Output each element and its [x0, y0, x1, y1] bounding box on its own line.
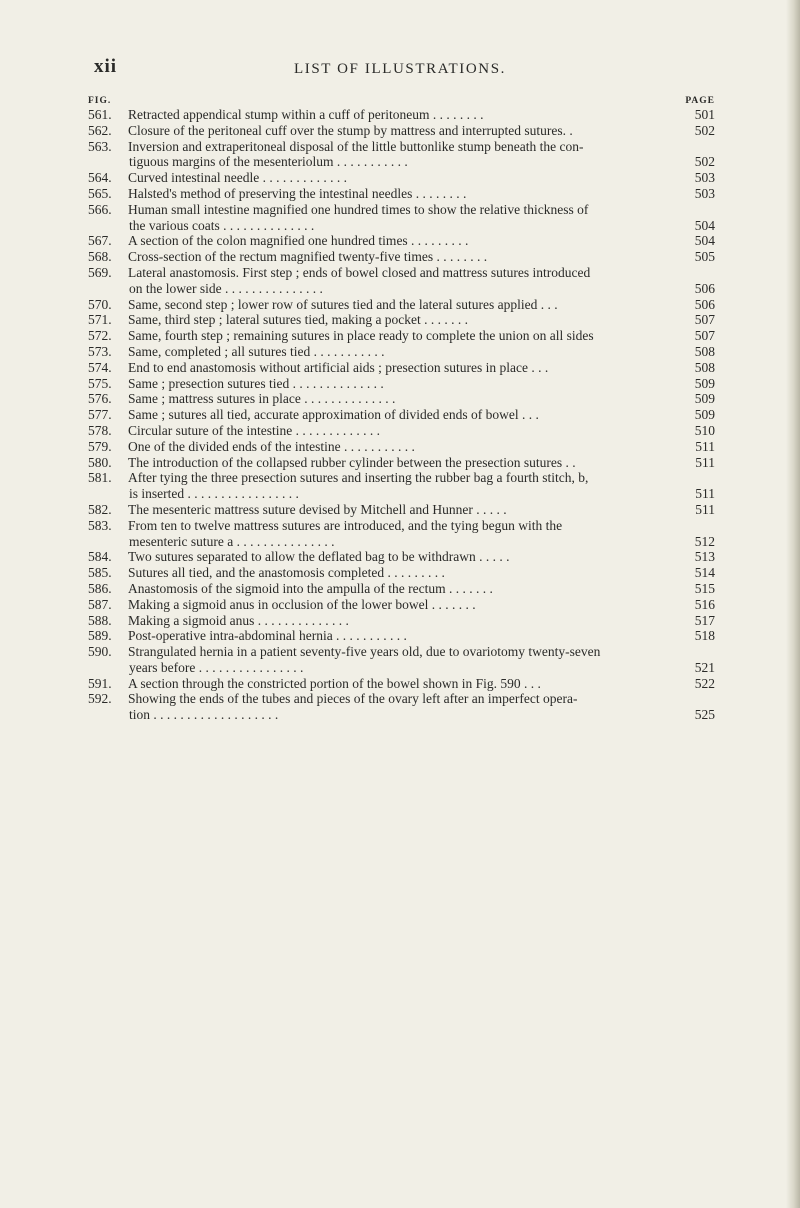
caption-line: Circular suture of the intestine . . . . . . . . . . . . .	[128, 422, 380, 438]
figure-number: 584.	[88, 549, 112, 565]
figure-number: 570.	[88, 296, 112, 312]
entry-body	[128, 423, 715, 439]
caption-line: Halsted's method of preserving the intestinal needles . . . . . . . .	[128, 185, 467, 201]
caption-line: years before . . . . . . . . . . . . . . . .	[129, 659, 304, 675]
figure-number: 574.	[88, 359, 112, 375]
list-entry	[88, 107, 715, 123]
caption-line: Two sutures separated to allow the deflated bag to be withdrawn . . . . .	[128, 549, 510, 565]
page-number: 509	[687, 376, 715, 392]
entry-body	[128, 518, 715, 550]
caption-line: Sutures all tied, and the anastomosis completed . . . . . . . . .	[128, 565, 445, 581]
entry-body	[128, 470, 715, 502]
page-edge-shadow	[786, 0, 800, 1208]
caption-line: One of the divided ends of the intestine . . . . . . . . . . .	[128, 438, 415, 454]
page-number: 506	[687, 297, 715, 313]
list-entry	[88, 139, 715, 171]
list-entry	[88, 376, 715, 392]
caption-line: After tying the three presection sutures and inserting the rubber bag a fourth stitch, b,	[128, 470, 589, 486]
page-number: 516	[687, 597, 715, 613]
entry-body	[128, 186, 715, 202]
entry-body	[128, 644, 715, 676]
caption-line: Same ; sutures all tied, accurate approximation of divided ends of bowel . . .	[128, 407, 539, 423]
caption-line: Closure of the peritoneal cuff over the stump by mattress and interrupted sutures. .	[128, 122, 573, 138]
caption-line: From ten to twelve mattress sutures are introduced, and the tying begun with the	[128, 517, 563, 533]
list-entry	[88, 518, 715, 550]
list-entry	[88, 249, 715, 265]
page-number: 511	[687, 439, 715, 455]
page-number: 515	[687, 581, 715, 597]
list-entry	[88, 233, 715, 249]
figure-number: 588.	[88, 612, 112, 628]
list-entry	[88, 297, 715, 313]
list-entry	[88, 628, 715, 644]
page-number: 502	[687, 123, 715, 139]
page-number: 501	[687, 107, 715, 123]
caption-line: Post-operative intra-abdominal hernia . . . . . . . . . . .	[128, 628, 407, 644]
entry-body	[128, 249, 715, 265]
figure-number: 578.	[88, 422, 112, 438]
page-number: 522	[687, 676, 715, 692]
caption-line: Same ; mattress sutures in place . . . . . . . . . . . . . .	[128, 391, 396, 407]
caption-line: Same, completed ; all sutures tied . . . . . . . . . . .	[128, 343, 385, 359]
list-entry	[88, 202, 715, 234]
figure-number: 583.	[88, 517, 112, 533]
page-number: 504	[687, 218, 715, 234]
caption-line: A section of the colon magnified one hundred times . . . . . . . . .	[128, 233, 469, 249]
entry-body	[128, 691, 715, 723]
list-entry	[88, 123, 715, 139]
list-entry	[88, 502, 715, 518]
figure-number: 571.	[88, 312, 112, 328]
list-entry	[88, 312, 715, 328]
caption-line: Making a sigmoid anus in occlusion of the lower bowel . . . . . . .	[128, 596, 476, 612]
caption-line: Showing the ends of the tubes and pieces of the ovary left after an imperfect opera-	[128, 691, 578, 707]
list-entry	[88, 265, 715, 297]
figure-number: 563.	[88, 138, 112, 154]
list-entry	[88, 360, 715, 376]
caption-line: Same ; presection sutures tied . . . . . . . . . . . . . .	[128, 375, 384, 391]
caption-line: tiguous margins of the mesenteriolum . . . . . . . . . . .	[129, 154, 408, 170]
entry-body	[128, 613, 715, 629]
caption-line: End to end anastomosis without artificial aids ; presection sutures in place . . .	[128, 359, 549, 375]
entry-body	[128, 597, 715, 613]
list-entry	[88, 470, 715, 502]
page-number: 521	[687, 660, 715, 676]
list-entry	[88, 676, 715, 692]
page-folio: xii	[94, 56, 118, 77]
figure-number: 561.	[88, 107, 112, 122]
page-number: 503	[687, 186, 715, 202]
list-entry	[88, 644, 715, 676]
entry-body	[128, 202, 715, 234]
list-entry	[88, 186, 715, 202]
entry-body	[128, 565, 715, 581]
figure-number: 577.	[88, 407, 112, 423]
figure-number: 579.	[88, 438, 112, 454]
caption-line: on the lower side . . . . . . . . . . . . . . .	[129, 280, 323, 296]
figure-number: 564.	[88, 170, 112, 186]
figure-number: 582.	[88, 501, 112, 517]
page-number: 518	[687, 628, 715, 644]
figure-number: 586.	[88, 580, 112, 596]
page-number: 512	[687, 534, 715, 550]
entry-body	[128, 328, 715, 344]
figure-number: 575.	[88, 375, 112, 391]
entry-body	[128, 107, 715, 123]
caption-line: Cross-section of the rectum magnified twenty-five times . . . . . . . .	[128, 249, 488, 265]
page-number: 514	[687, 565, 715, 581]
running-title: LIST OF ILLUSTRATIONS.	[293, 61, 506, 77]
entry-body	[128, 676, 715, 692]
figure-number: 567.	[88, 233, 112, 249]
caption-line: The mesenteric mattress suture devised by Mitchell and Hunner . . . . .	[128, 501, 507, 517]
caption-line: the various coats . . . . . . . . . . . . . .	[129, 217, 315, 233]
illustration-list	[88, 107, 715, 723]
list-entry	[88, 691, 715, 723]
entry-body	[128, 549, 715, 565]
figure-number: 562.	[88, 122, 112, 138]
page-number: 511	[687, 486, 715, 502]
figure-number: 587.	[88, 596, 112, 612]
figure-number: 592.	[88, 691, 112, 707]
entry-body	[128, 407, 715, 423]
caption-line: is inserted . . . . . . . . . . . . . . . . .	[129, 486, 299, 502]
entry-body	[128, 502, 715, 518]
entry-body	[128, 581, 715, 597]
caption-line: tion . . . . . . . . . . . . . . . . . . .	[129, 707, 279, 723]
figure-number: 573.	[88, 343, 112, 359]
entry-body	[128, 628, 715, 644]
caption-line: Human small intestine magnified one hundred times to show the relative thickness of	[128, 201, 589, 217]
figure-number: 576.	[88, 391, 112, 407]
page-number: 507	[687, 328, 715, 344]
figure-number: 565.	[88, 185, 112, 201]
page-number: 506	[687, 281, 715, 297]
page-number: 517	[687, 613, 715, 629]
page-number: 511	[687, 455, 715, 471]
list-entry	[88, 328, 715, 344]
list-entry	[88, 549, 715, 565]
page-number: 505	[687, 249, 715, 265]
caption-line: Curved intestinal needle . . . . . . . . . . . . .	[128, 170, 347, 186]
list-entry	[88, 423, 715, 439]
entry-body	[128, 170, 715, 186]
entry-body	[128, 439, 715, 455]
entry-body	[128, 312, 715, 328]
figure-number: 591.	[88, 675, 112, 691]
caption-line: mesenteric suture a . . . . . . . . . . . . . . .	[129, 533, 335, 549]
page-number: 513	[687, 549, 715, 565]
page-number: 504	[687, 233, 715, 249]
page-number: 508	[687, 360, 715, 376]
entry-body	[128, 265, 715, 297]
figure-number: 581.	[88, 470, 112, 486]
list-entry	[88, 170, 715, 186]
entry-body	[128, 376, 715, 392]
caption-line: Retracted appendical stump within a cuff of peritoneum . . . . . . . .	[128, 107, 484, 122]
page-number: 502	[687, 154, 715, 170]
column-header-fig: FIG.	[88, 96, 112, 106]
list-entry	[88, 455, 715, 471]
caption-line: A section through the constricted portion of the bowel shown in Fig. 590 . . .	[128, 675, 541, 691]
caption-line: Same, fourth step ; remaining sutures in place ready to complete the union on all sides	[128, 328, 594, 344]
page-number: 507	[687, 312, 715, 328]
figure-number: 569.	[88, 264, 112, 280]
entry-body	[128, 297, 715, 313]
column-header-page: PAGE	[685, 96, 715, 106]
entry-body	[128, 391, 715, 407]
caption-line: The introduction of the collapsed rubber cylinder between the presection sutures . .	[128, 454, 576, 470]
list-entry	[88, 391, 715, 407]
caption-line: Lateral anastomosis. First step ; ends of bowel closed and mattress sutures introduced	[128, 264, 591, 280]
page-number: 508	[687, 344, 715, 360]
figure-number: 590.	[88, 644, 112, 660]
list-entry	[88, 407, 715, 423]
page-number: 503	[687, 170, 715, 186]
entry-body	[128, 344, 715, 360]
caption-line: Making a sigmoid anus . . . . . . . . . . . . . .	[128, 612, 349, 628]
page-number: 510	[687, 423, 715, 439]
list-entry	[88, 581, 715, 597]
figure-number: 580.	[88, 454, 112, 470]
figure-number: 568.	[88, 249, 112, 265]
figure-number: 566.	[88, 201, 112, 217]
caption-line: Same, third step ; lateral sutures tied, making a pocket . . . . . . .	[128, 312, 469, 328]
page-number: 511	[687, 502, 715, 518]
figure-number: 585.	[88, 565, 112, 581]
list-entry	[88, 613, 715, 629]
figure-number: 572.	[88, 328, 112, 344]
entry-body	[128, 233, 715, 249]
page-number: 509	[687, 407, 715, 423]
entry-body	[128, 139, 715, 171]
list-entry	[88, 344, 715, 360]
page-number: 525	[687, 707, 715, 723]
entry-body	[128, 123, 715, 139]
entry-body	[128, 455, 715, 471]
list-entry	[88, 439, 715, 455]
figure-number: 589.	[88, 628, 112, 644]
entry-body	[128, 360, 715, 376]
page-number: 509	[687, 391, 715, 407]
caption-line: Strangulated hernia in a patient seventy-five years old, due to ovariotomy twenty-seven	[128, 644, 601, 660]
caption-line: Same, second step ; lower row of sutures tied and the lateral sutures applied . . .	[128, 296, 558, 312]
caption-line: Anastomosis of the sigmoid into the ampulla of the rectum . . . . . . .	[128, 580, 493, 596]
list-entry	[88, 565, 715, 581]
caption-line: Inversion and extraperitoneal disposal of the little buttonlike stump beneath the con-	[128, 138, 584, 154]
list-entry	[88, 597, 715, 613]
